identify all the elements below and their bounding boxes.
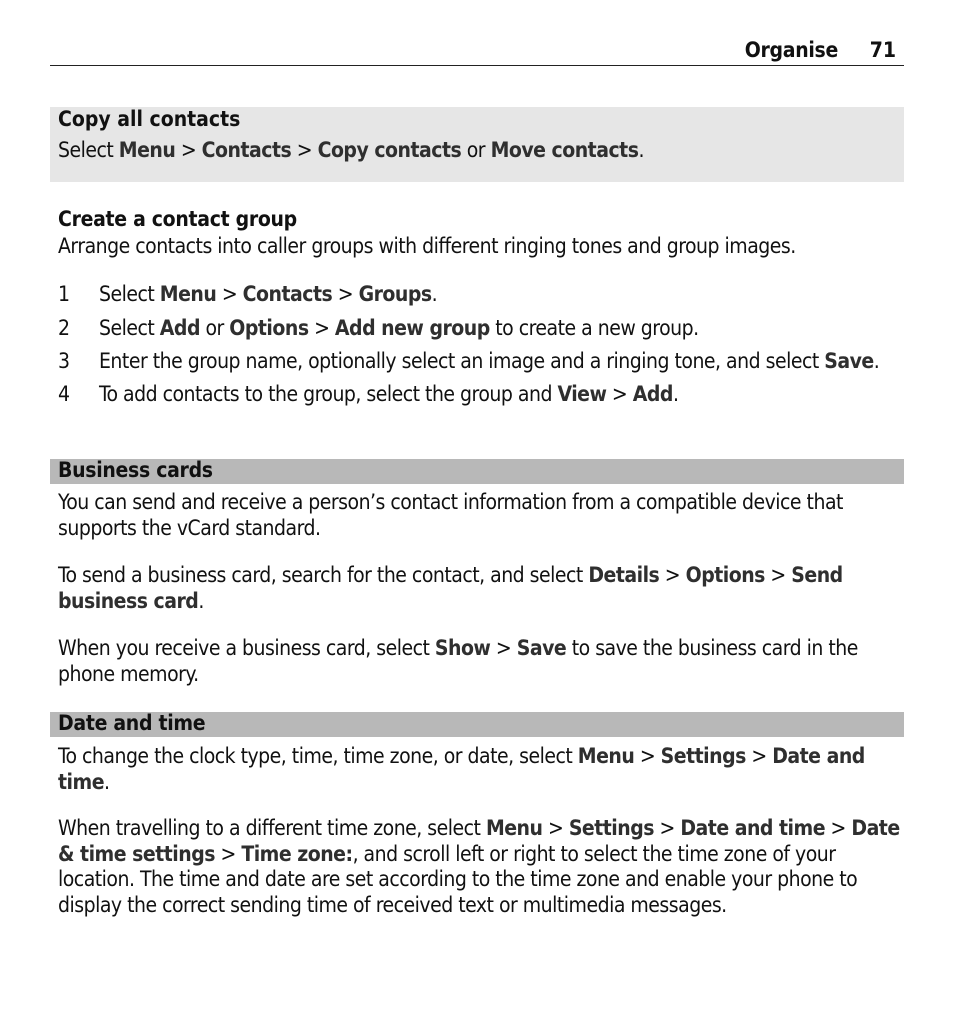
menu-path-item: Show bbox=[434, 636, 491, 660]
text-run: Select bbox=[99, 282, 160, 306]
text-run: > bbox=[654, 816, 681, 840]
menu-path-item: Menu bbox=[159, 282, 217, 306]
text-run: Enter the group name, optionally select an image and a ringing tone, and select bbox=[99, 349, 825, 373]
text-run: > bbox=[332, 282, 359, 306]
copy-contacts-tip bbox=[50, 107, 904, 182]
menu-path-item: Copy contacts bbox=[317, 138, 462, 162]
menu-path-item: Menu bbox=[485, 816, 543, 840]
text-run: > bbox=[634, 744, 661, 768]
step-item bbox=[58, 282, 904, 308]
menu-path-item: Add bbox=[159, 315, 200, 340]
step-number: 1 bbox=[58, 282, 70, 306]
paragraph: You can send and receive a person’s contact information from a compatible device that supports the vCard standard. bbox=[58, 490, 843, 540]
menu-path-item: Send business card bbox=[58, 563, 843, 613]
menu-path-item: Options bbox=[685, 563, 765, 587]
text-run: to save the business card in the phone memory. bbox=[58, 636, 858, 686]
menu-path-item: Move contacts bbox=[490, 138, 639, 162]
text-run: > bbox=[216, 282, 243, 306]
text-run: . bbox=[431, 282, 438, 306]
subsection-title: Create a contact group bbox=[58, 207, 297, 231]
text-run: > bbox=[214, 841, 242, 866]
menu-path-item: Save bbox=[824, 349, 874, 373]
group-steps bbox=[58, 282, 904, 407]
text-run: > bbox=[659, 563, 686, 587]
text-run: > bbox=[490, 636, 517, 660]
step-item bbox=[58, 349, 904, 375]
text-run: . bbox=[672, 381, 679, 406]
menu-path-item: Time zone: bbox=[241, 841, 353, 866]
text-run: > bbox=[175, 138, 202, 162]
tip-text bbox=[58, 138, 898, 164]
text-run: to create a new group. bbox=[489, 315, 699, 340]
text-run: , and scroll left or right to select the time zone of your location. The time and date are set according to the time zone and enable your phone to display the correct sending time of received text or multimedia messages. bbox=[58, 841, 858, 917]
section-title: Organise bbox=[744, 38, 838, 62]
menu-path-item: Date & time settings bbox=[58, 816, 900, 866]
section-heading: Date and time bbox=[58, 711, 206, 735]
page-number: 71 bbox=[869, 38, 896, 62]
text-run: . bbox=[104, 769, 110, 794]
menu-path-item: Groups bbox=[358, 282, 432, 306]
menu-path-item: Details bbox=[588, 563, 660, 587]
text-run: To add contacts to the group, select the group and bbox=[99, 381, 558, 406]
paragraph bbox=[58, 563, 904, 614]
text-run: To change the clock type, time, time zone, or date, select bbox=[58, 744, 578, 768]
date-time-heading-bar bbox=[50, 712, 904, 737]
menu-path-item: Add bbox=[632, 381, 673, 406]
text-run: When you receive a business card, select bbox=[58, 636, 435, 660]
paragraph bbox=[58, 744, 904, 795]
text-run: > bbox=[764, 563, 792, 587]
menu-path-item: Settings bbox=[660, 744, 746, 768]
section-heading: Business cards bbox=[58, 458, 213, 482]
menu-path-item: Contacts bbox=[242, 282, 333, 306]
group-intro: Arrange contacts into caller groups with different ringing tones and group images. bbox=[58, 234, 796, 258]
step-number: 3 bbox=[58, 349, 70, 373]
contact-group-section bbox=[58, 207, 904, 260]
menu-path-item: Contacts bbox=[201, 138, 292, 162]
business-cards-section bbox=[58, 490, 904, 687]
date-time-section bbox=[58, 744, 904, 918]
menu-path-item: Options bbox=[229, 315, 309, 340]
text-run: When travelling to a different time zone, select bbox=[58, 816, 486, 840]
menu-path-item: Add new group bbox=[334, 315, 490, 340]
menu-path-item: Date and time bbox=[58, 744, 865, 794]
menu-path-item: Date and time bbox=[680, 816, 826, 840]
menu-path-item: Save bbox=[516, 636, 567, 660]
menu-path-item: Menu bbox=[118, 138, 176, 162]
text-run: To send a business card, search for the contact, and select bbox=[58, 563, 589, 587]
text-run: > bbox=[825, 816, 852, 840]
paragraph bbox=[58, 816, 904, 918]
text-run: > bbox=[745, 744, 773, 768]
menu-path-item: View bbox=[557, 381, 607, 406]
menu-path-item: Settings bbox=[568, 816, 655, 840]
step-item bbox=[58, 382, 904, 408]
text-run: . bbox=[198, 588, 204, 613]
text-run: . bbox=[873, 349, 880, 373]
step-item bbox=[58, 316, 904, 342]
page-header bbox=[50, 38, 904, 66]
text-run: > bbox=[542, 816, 569, 840]
menu-path-item: Menu bbox=[577, 744, 635, 768]
tip-title: Copy all contacts bbox=[58, 107, 241, 131]
text-run: > bbox=[606, 381, 633, 406]
step-number: 2 bbox=[58, 315, 70, 340]
text-run: Select bbox=[58, 138, 119, 162]
text-run: or bbox=[461, 138, 491, 162]
text-run: Select bbox=[99, 315, 160, 340]
text-run: or bbox=[199, 315, 230, 340]
text-run: . bbox=[638, 138, 644, 162]
text-run: > bbox=[291, 138, 318, 162]
business-cards-heading-bar bbox=[50, 459, 904, 484]
step-number: 4 bbox=[58, 381, 70, 406]
paragraph bbox=[58, 636, 904, 687]
text-run: > bbox=[308, 315, 335, 340]
